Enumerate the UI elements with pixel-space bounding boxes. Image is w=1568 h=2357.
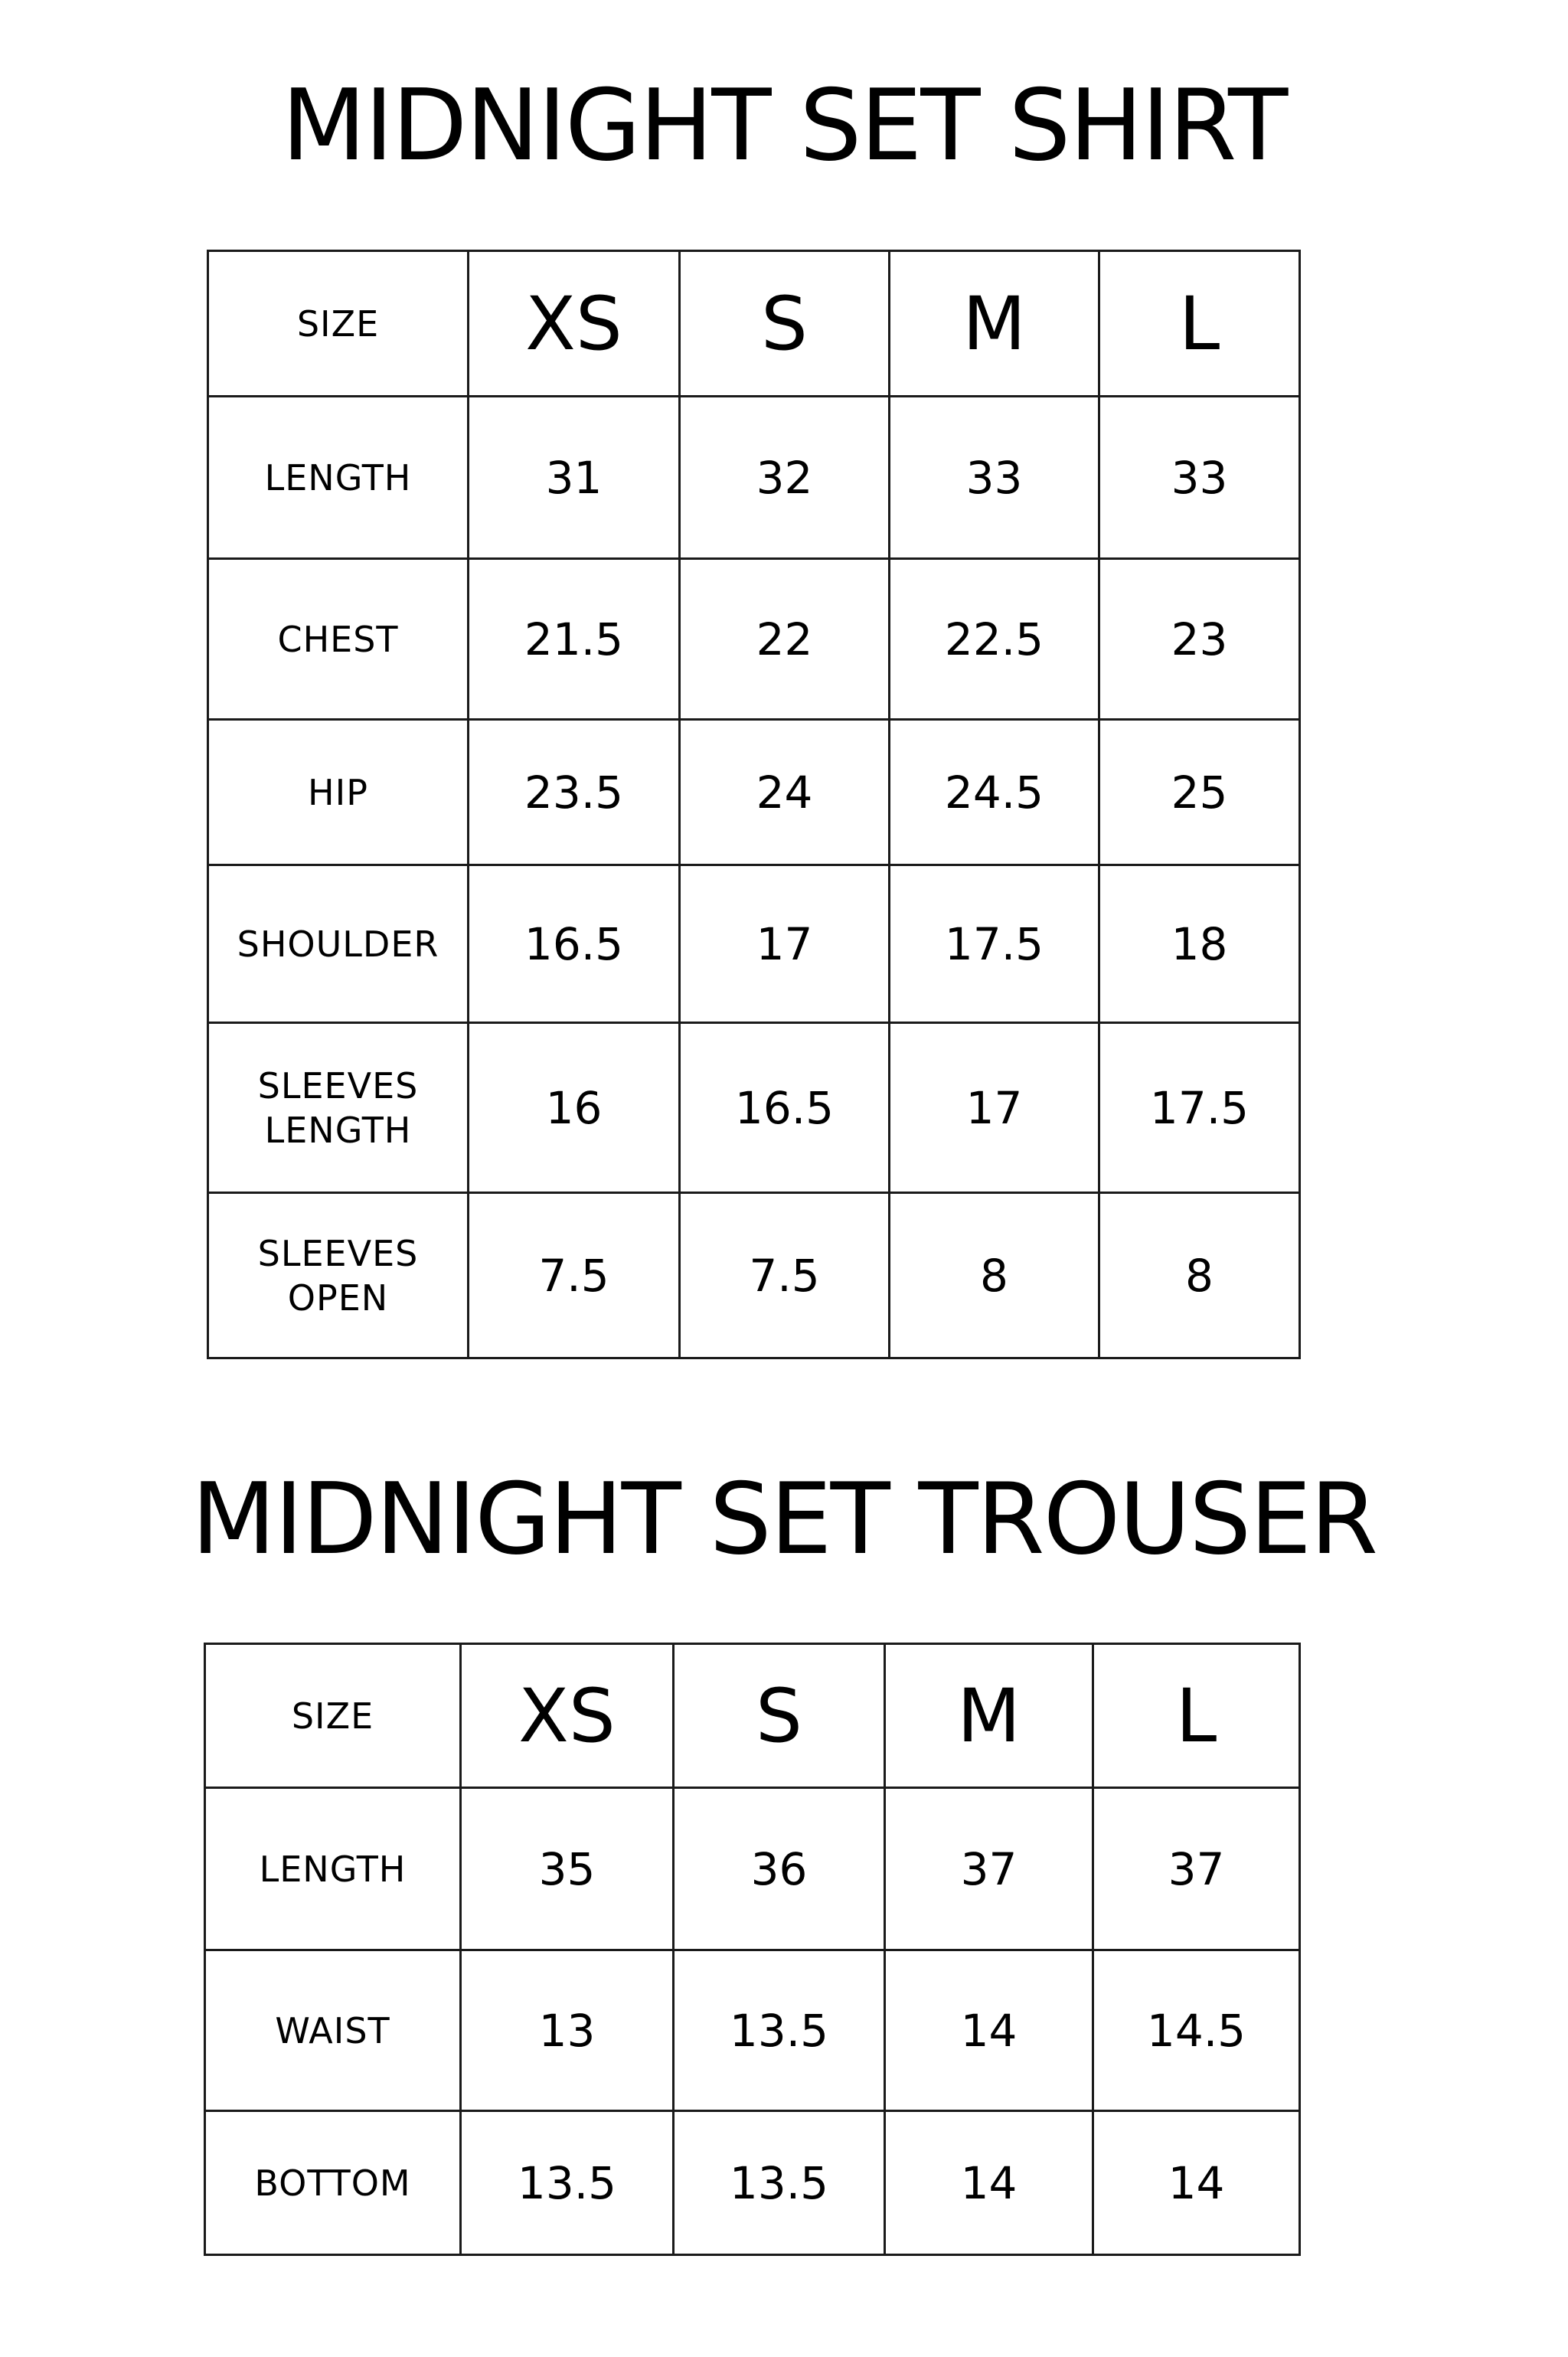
table-header-row (208, 251, 1300, 397)
measurement-label: WAIST (205, 1950, 461, 2111)
measurement-value: 31 (469, 397, 680, 559)
measurement-value: 13.5 (674, 2111, 885, 2255)
measurement-value: 35 (461, 1788, 674, 1950)
table-row (208, 1023, 1300, 1193)
measurement-value: 14 (885, 2111, 1093, 2255)
size-column-header: M (890, 251, 1099, 397)
measurement-value: 13.5 (674, 1950, 885, 2111)
trouser-size-table (204, 1643, 1301, 2256)
measurement-value: 14 (1093, 2111, 1300, 2255)
measurement-value: 23.5 (469, 720, 680, 865)
size-header-label: SIZE (208, 251, 469, 397)
size-column-header: S (674, 1644, 885, 1788)
measurement-label: LENGTH (208, 397, 469, 559)
measurement-label: SHOULDER (208, 865, 469, 1023)
table-row (205, 1950, 1300, 2111)
measurement-value: 13.5 (461, 2111, 674, 2255)
measurement-value: 32 (680, 397, 890, 559)
measurement-value: 7.5 (680, 1193, 890, 1358)
shirt-size-table (207, 250, 1301, 1359)
measurement-value: 37 (885, 1788, 1093, 1950)
trouser-title: MIDNIGHT SET TROUSER (191, 1463, 1377, 1577)
table-row (208, 720, 1300, 865)
size-column-header: L (1093, 1644, 1300, 1788)
measurement-value: 22 (680, 559, 890, 720)
measurement-value: 17 (890, 1023, 1099, 1193)
measurement-label: BOTTOM (205, 2111, 461, 2255)
table-row (208, 1193, 1300, 1358)
table-row (208, 865, 1300, 1023)
measurement-label: CHEST (208, 559, 469, 720)
measurement-value: 22.5 (890, 559, 1099, 720)
table-row (208, 397, 1300, 559)
measurement-value: 16.5 (469, 865, 680, 1023)
measurement-value: 7.5 (469, 1193, 680, 1358)
table-header-row (205, 1644, 1300, 1788)
measurement-value: 25 (1099, 720, 1300, 865)
measurement-value: 18 (1099, 865, 1300, 1023)
size-column-header: S (680, 251, 890, 397)
measurement-value: 23 (1099, 559, 1300, 720)
shirt-title: MIDNIGHT SET SHIRT (281, 69, 1287, 183)
measurement-value: 8 (1099, 1193, 1300, 1358)
size-column-header: M (885, 1644, 1093, 1788)
measurement-value: 17.5 (890, 865, 1099, 1023)
size-column-header: XS (461, 1644, 674, 1788)
measurement-label: SLEEVES LENGTH (208, 1023, 469, 1193)
measurement-value: 8 (890, 1193, 1099, 1358)
measurement-label: HIP (208, 720, 469, 865)
size-column-header: L (1099, 251, 1300, 397)
measurement-value: 37 (1093, 1788, 1300, 1950)
measurement-value: 14.5 (1093, 1950, 1300, 2111)
measurement-value: 33 (1099, 397, 1300, 559)
measurement-value: 16 (469, 1023, 680, 1193)
measurement-value: 17 (680, 865, 890, 1023)
size-header-label: SIZE (205, 1644, 461, 1788)
measurement-value: 33 (890, 397, 1099, 559)
measurement-value: 36 (674, 1788, 885, 1950)
measurement-value: 14 (885, 1950, 1093, 2111)
measurement-value: 13 (461, 1950, 674, 2111)
measurement-value: 24 (680, 720, 890, 865)
table-row (205, 2111, 1300, 2255)
measurement-label: SLEEVES OPEN (208, 1193, 469, 1358)
measurement-value: 21.5 (469, 559, 680, 720)
table-row (205, 1788, 1300, 1950)
table-row (208, 559, 1300, 720)
measurement-value: 16.5 (680, 1023, 890, 1193)
measurement-value: 17.5 (1099, 1023, 1300, 1193)
size-column-header: XS (469, 251, 680, 397)
measurement-label: LENGTH (205, 1788, 461, 1950)
measurement-value: 24.5 (890, 720, 1099, 865)
